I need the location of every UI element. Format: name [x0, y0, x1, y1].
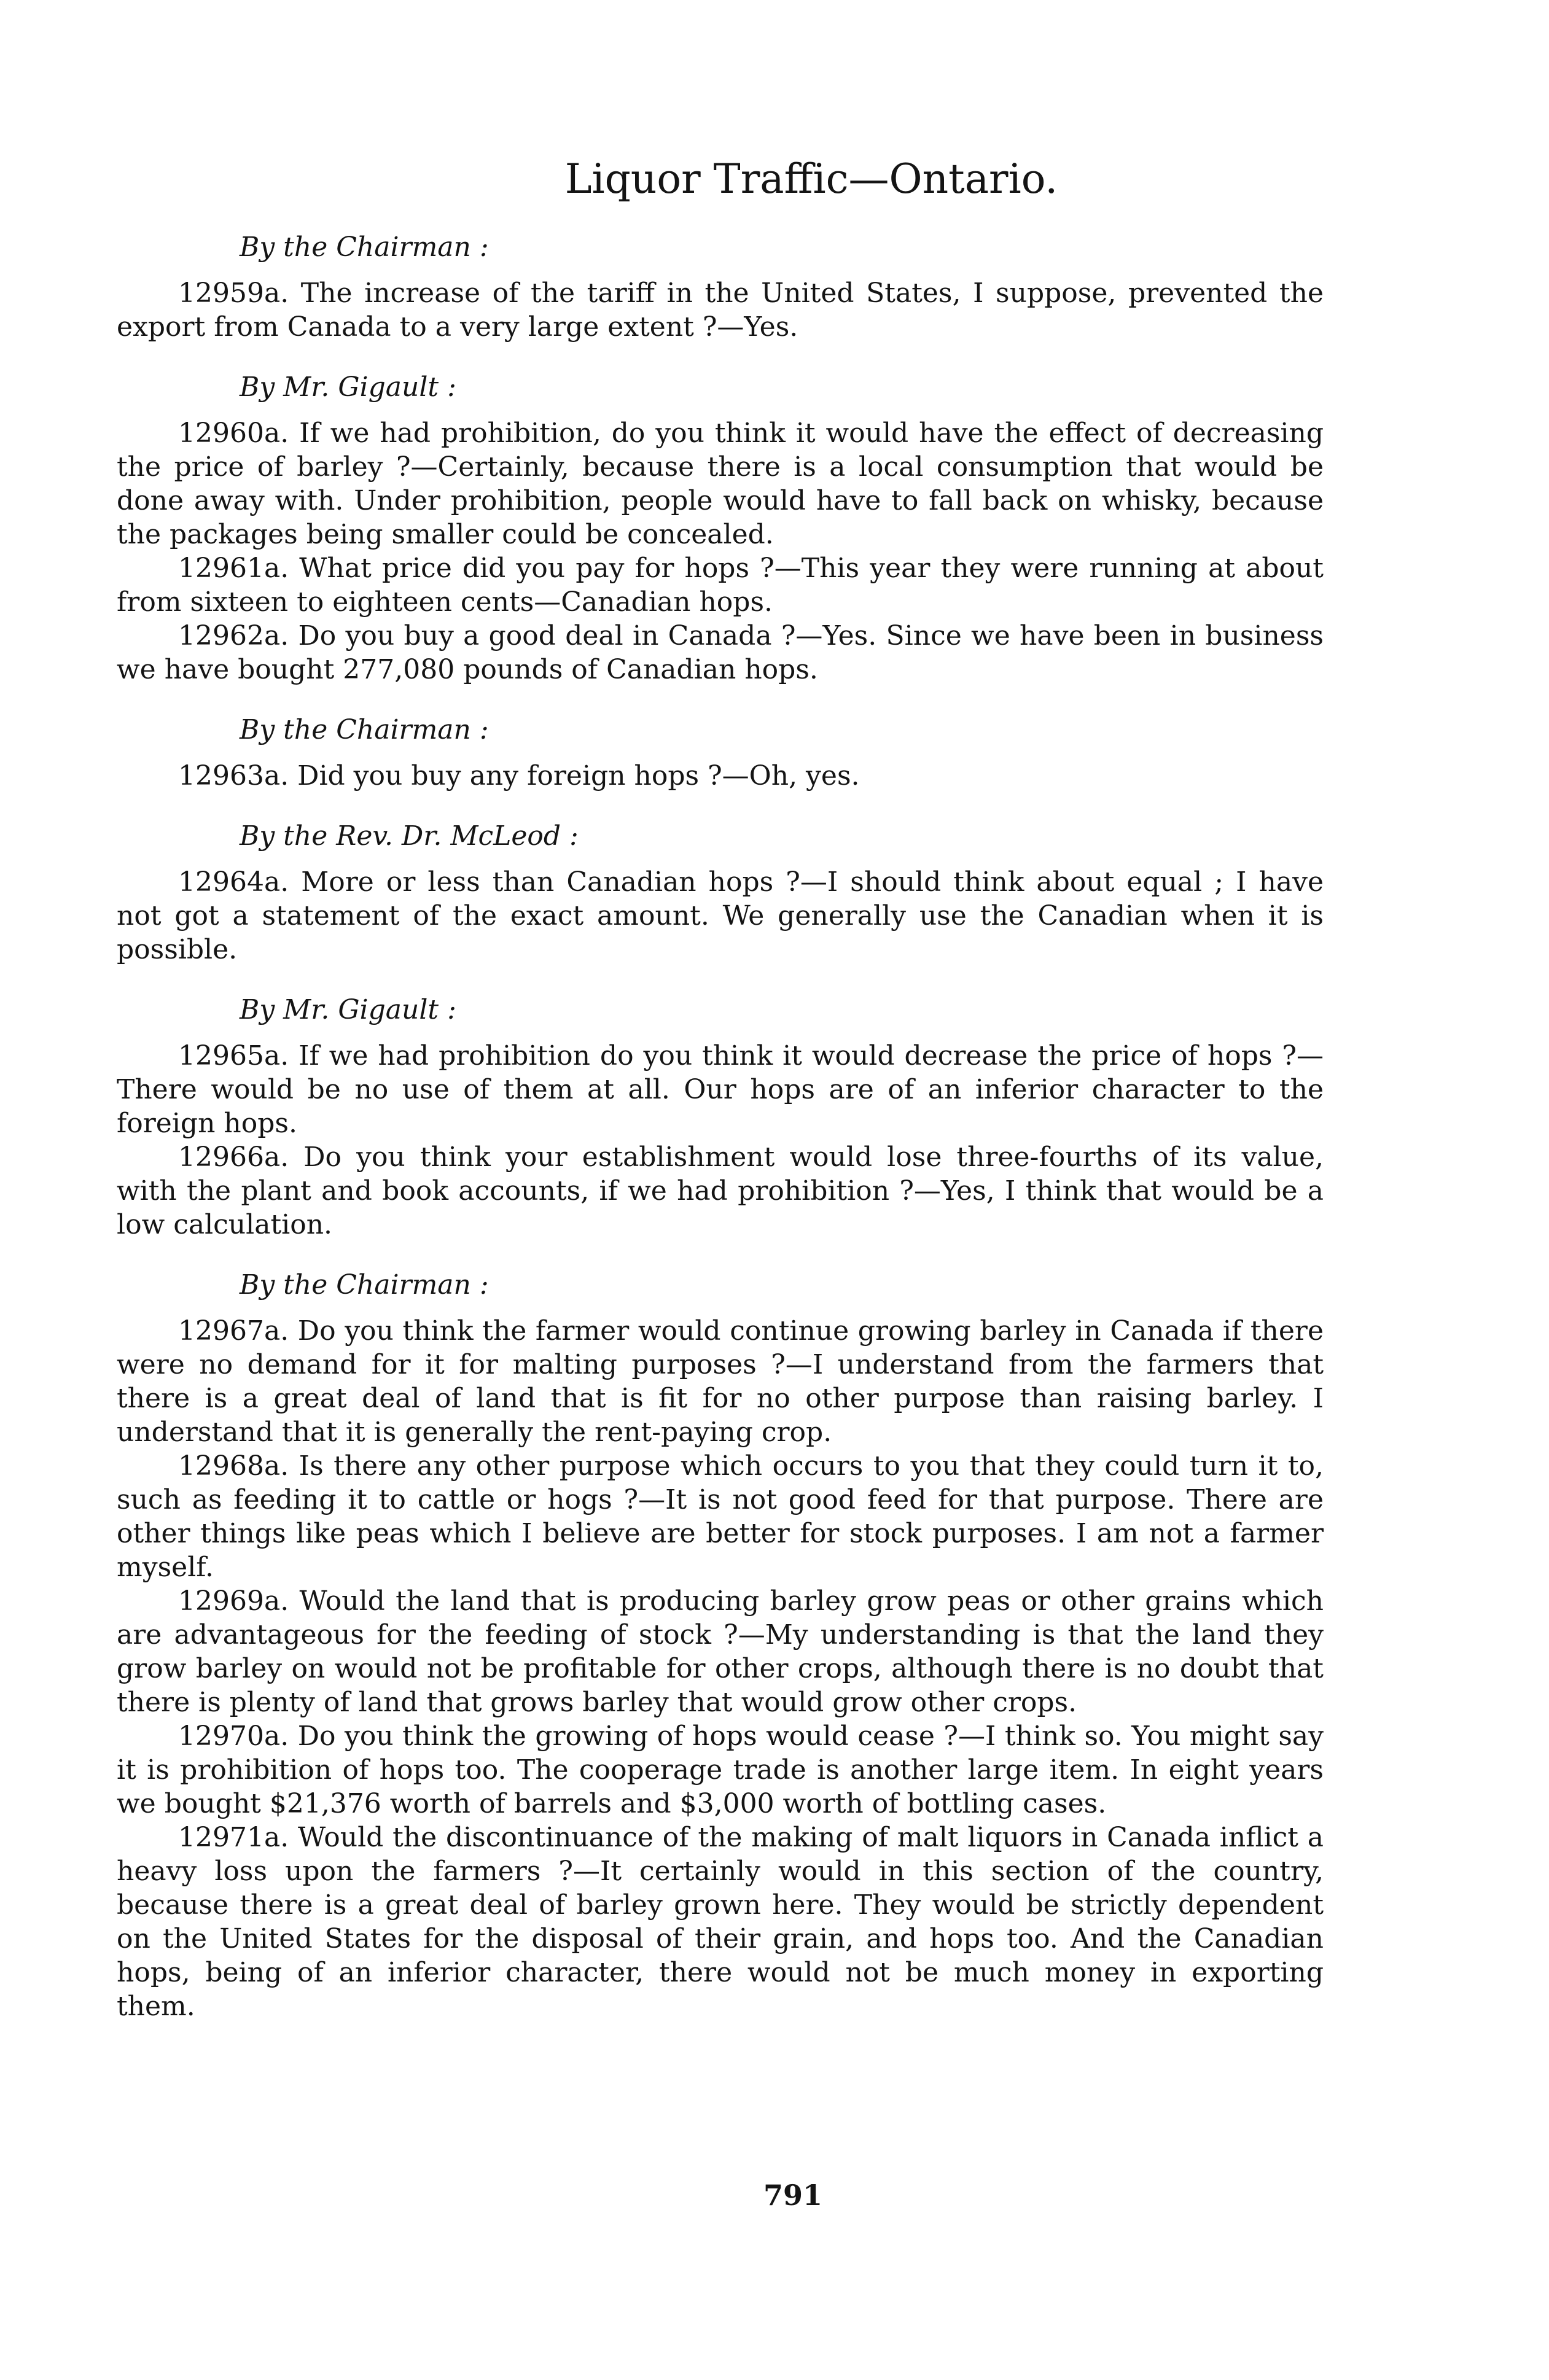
question-answer-12960a: 12960a. If we had prohibition, do you think it would have the effect of decreasing the price of barley ?—Certainly, because there is a local consumption that would be done away with. Under prohibition, people would have to fall back on whisky, because the packages being smaller could be concealed.: [117, 418, 1324, 550]
question-answer-12971a: 12971a. Would the discontinuance of the making of malt liquors in Canada inflict a heavy loss upon the farmers ?—It certainly would in this section of the country, because there is a great deal of barley grown here. They would be strictly dependent on the United States for the disposal of their grain, and hops too. And the Canadian hops, being of an inferior character, there would not be much money in exporting them.: [117, 1822, 1324, 2022]
speaker-heading: By the Chairman :: [240, 714, 489, 745]
question-answer-12965a: 12965a. If we had prohibition do you think it would decrease the price of hops ?—There would be no use of them at all. Our hops are of an inferior character to the foreign hops.: [117, 1040, 1324, 1139]
speaker-heading: By the Chairman :: [240, 1269, 489, 1301]
question-answer-12964a: 12964a. More or less than Canadian hops ?—I should think about equal ; I have not got a statement of the exact amount. We generally use the Canadian when it is possible.: [117, 866, 1324, 965]
speaker-heading: By the Chairman :: [240, 231, 489, 263]
question-answer-12968a: 12968a. Is there any other purpose which occurs to you that they could turn it to, such as feeding it to cattle or hogs ?—It is not good feed for that purpose. There are other things like peas which I believe are better for stock purposes. I am not a farmer myself.: [117, 1450, 1324, 1583]
page-number: 791: [763, 2179, 823, 2212]
question-answer-12969a: 12969a. Would the land that is producing barley grow peas or other grains which are advantageous for the feeding of stock ?—My understanding is that the land they grow barley on would not be profitable for other crops, although there is no doubt that there is plenty of land that grows barley that would grow other crops.: [117, 1585, 1324, 1718]
question-answer-12970a: 12970a. Do you think the growing of hops would cease ?—I think so. You might say it is prohibition of hops too. The cooperage trade is another large item. In eight years we bought $21,376 worth of barrels and $3,000 worth of bottling cases.: [117, 1721, 1324, 1819]
question-answer-12967a: 12967a. Do you think the farmer would continue growing barley in Canada if there were no demand for it for malting purposes ?—I understand from the farmers that there is a great deal of land that is fit for no other purpose than raising barley. I understand that it is generally the rent-paying crop.: [117, 1315, 1324, 1448]
page-title: Liquor Traffic—Ontario.: [564, 155, 1058, 203]
question-answer-12959a: 12959a. The increase of the tariff in the United States, I suppose, prevented the export from Canada to a very large extent ?—Yes.: [117, 278, 1324, 343]
speaker-heading: By Mr. Gigault :: [240, 371, 456, 403]
question-answer-12961a: 12961a. What price did you pay for hops ?—This year they were running at about from sixteen to eighteen cents—Canadian hops.: [117, 553, 1324, 618]
speaker-heading: By the Rev. Dr. McLeod :: [240, 820, 579, 852]
testimony-body: [117, 226, 1324, 2023]
question-answer-12962a: 12962a. Do you buy a good deal in Canada ?—Yes. Since we have been in business we have bought 277,080 pounds of Canadian hops.: [117, 620, 1324, 685]
question-answer-12963a: 12963a. Did you buy any foreign hops ?—Oh, yes.: [178, 760, 860, 791]
speaker-heading: By Mr. Gigault :: [240, 994, 456, 1025]
question-answer-12966a: 12966a. Do you think your establishment would lose three-fourths of its value, with the plant and book accounts, if we had prohibition ?—Yes, I think that would be a low calculation.: [117, 1141, 1324, 1240]
